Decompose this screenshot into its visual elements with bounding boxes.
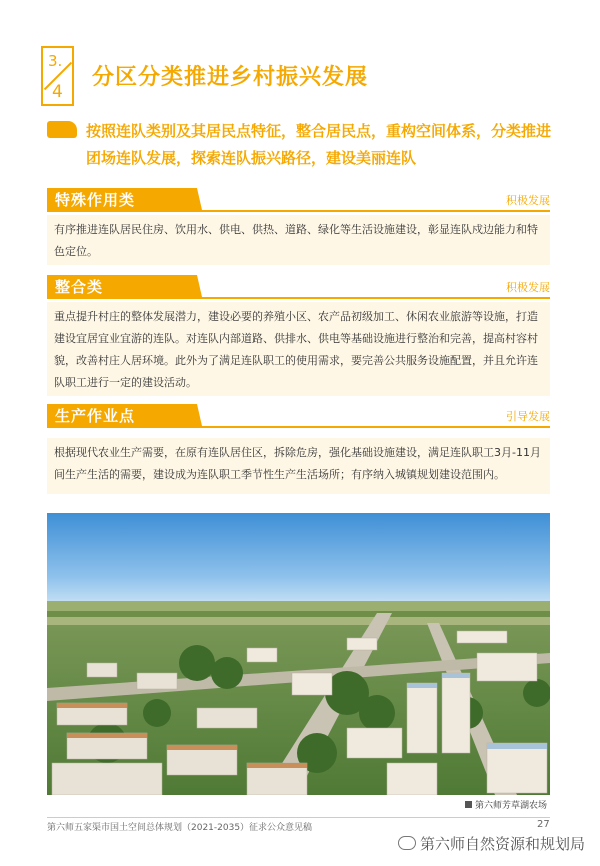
category-title: 生产作业点	[55, 407, 136, 425]
category-title: 整合类	[55, 278, 104, 296]
page-title: 分区分类推进乡村振兴发展	[92, 65, 369, 90]
category-header-production	[47, 404, 550, 428]
category-title: 特殊作用类	[55, 191, 136, 209]
category-description-special: 有序推进连队居民住房、饮用水、供电、供热、道路、绿化等生活设施建设，彰显连队戍边能力和特色定位。	[47, 215, 550, 265]
intro-marker-icon	[47, 121, 77, 138]
watermark-text: 第六师自然资源和规划局	[420, 835, 586, 853]
section-number-bottom: 4	[52, 82, 63, 102]
category-header-special	[47, 188, 550, 212]
category-header-integration	[47, 275, 550, 299]
intro-text: 按照连队类别及其居民点特征，整合居民点，重构空间体系，分类推进团场连队发展，探索连队振兴路径，建设美丽连队	[86, 122, 552, 167]
category-description-production: 根据现代农业生产需要，在原有连队居住区，拆除危房，强化基础设施建设，满足连队职工3月-11月间生产生活的需要，建设成为连队职工季节性生产生活场所；有序纳入城镇规划建设范围内。	[47, 438, 550, 494]
category-tag: 积极发展	[506, 194, 550, 207]
category-tag: 积极发展	[506, 281, 550, 294]
section-number-top: 3.	[48, 52, 63, 70]
photo-caption-text: 第六师芳草湖农场	[475, 801, 548, 811]
caption-square-icon	[465, 801, 472, 808]
page-number: 27	[537, 819, 550, 830]
watermark	[398, 833, 585, 854]
footer-text: 第六师五家渠市国土空间总体规划（2021-2035）征求公众意见稿	[47, 823, 313, 833]
footer-divider	[47, 817, 550, 818]
category-description-integration: 重点提升村庄的整体发展潜力，建设必要的养殖小区、农产品初级加工、休闲农业旅游等设施，打造建设宜居宜业宜游的连队。对连队内部道路、供排水、供电等基础设施进行整治和完善，提高村容村貌，改善村庄人居环境。此外为了满足连队职工的使用需求，要完善公共服务设施配置，并且允许连队职工进行一定的建设活动。	[47, 302, 550, 396]
aerial-town-photo	[47, 513, 550, 795]
category-tag: 引导发展	[506, 410, 550, 423]
wechat-icon	[398, 836, 416, 850]
photo-caption	[465, 798, 547, 811]
